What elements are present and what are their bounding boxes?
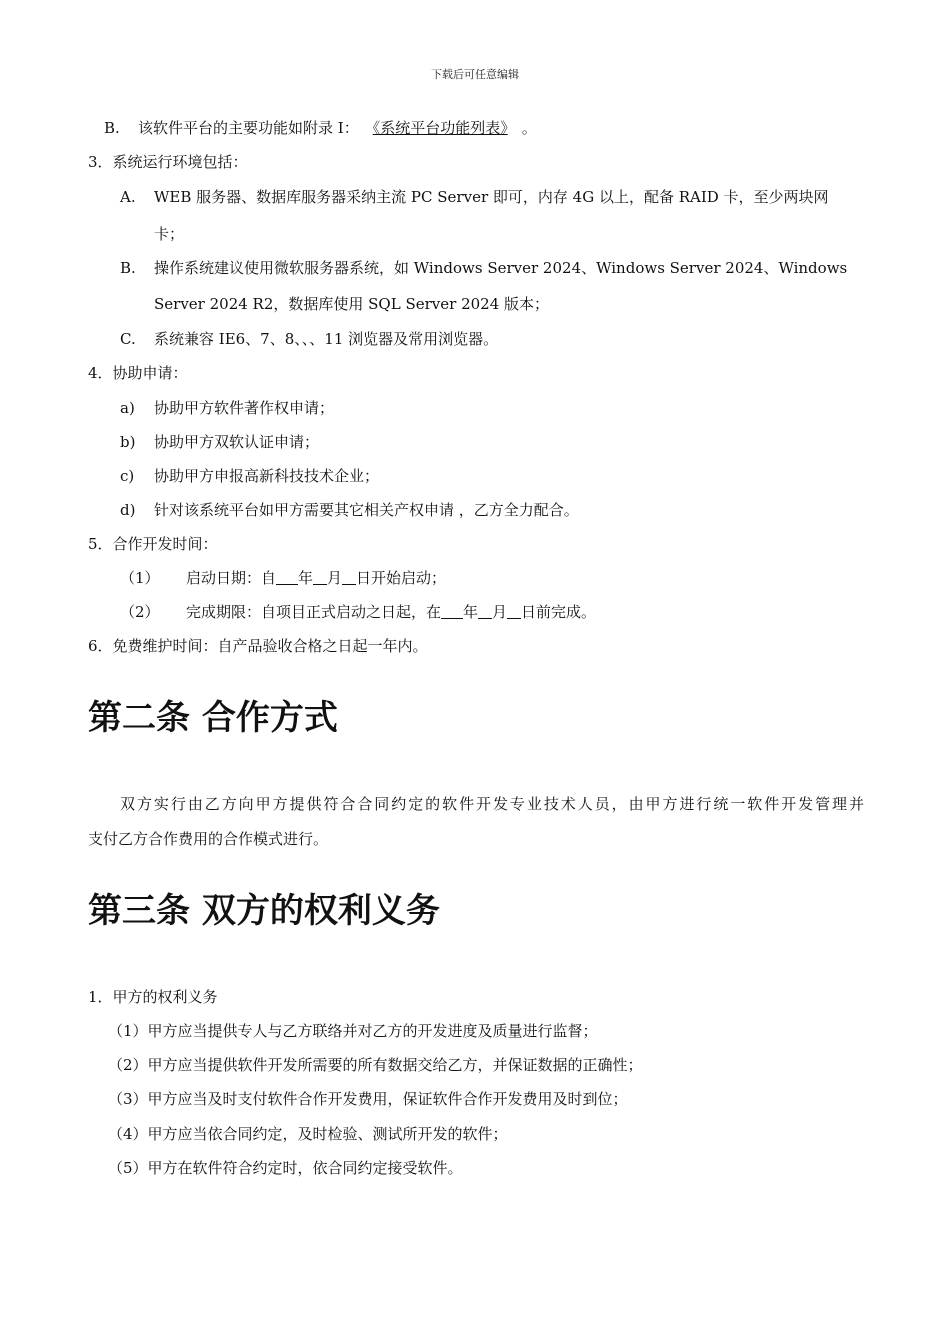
day-blank[interactable] xyxy=(342,569,356,585)
month-blank[interactable] xyxy=(478,603,492,619)
start-date-text: 启动日期：自 xyxy=(186,569,277,587)
item-label: b) xyxy=(120,433,136,451)
function-list-line xyxy=(104,118,537,138)
env-text: 系统兼容 IE6、7、8、、、11 浏览器及常用浏览器。 xyxy=(154,330,499,348)
assist-text: 协助甲方双软认证申请； xyxy=(154,433,320,451)
item-label: c) xyxy=(120,467,135,485)
assist-text: 针对该系统平台如甲方需要其它相关产权申请 ，乙方全力配合。 xyxy=(154,501,579,519)
year-label: 年 xyxy=(463,603,479,621)
article3-title: 第三条 双方的权利义务 xyxy=(88,891,440,931)
item-label: B. xyxy=(104,119,120,137)
year-blank[interactable] xyxy=(276,569,298,585)
party-a-duties-heading: 1．甲方的权利义务 xyxy=(88,988,218,1006)
dev-time-heading: 5．合作开发时间： xyxy=(88,535,218,553)
env-item-b xyxy=(120,258,864,278)
env-item-a xyxy=(120,187,864,207)
env-item-b-cont: Server 2024 R2，数据库使用 SQL Server 2024 版本； xyxy=(154,295,550,313)
month-label: 月 xyxy=(492,603,508,621)
item-label: （2） xyxy=(120,603,160,621)
deadline-end: 日前完成。 xyxy=(521,603,597,621)
assist-heading: 4．协助申请： xyxy=(88,364,188,382)
assist-item xyxy=(120,466,379,486)
assist-item xyxy=(120,500,579,520)
year-blank[interactable] xyxy=(441,603,463,619)
function-list-link[interactable]: 《系统平台功能列表》 xyxy=(372,119,508,137)
env-heading: 3．系统运行环境包括： xyxy=(88,153,248,171)
maintenance-line: 6．免费维护时间：自产品验收合格之日起一年内。 xyxy=(88,637,428,655)
function-text: 该软件平台的主要功能如附录 I： xyxy=(138,119,359,137)
page-header: 下载后可任意编辑 xyxy=(431,68,519,81)
function-end: 。 xyxy=(521,119,537,137)
deadline-text: 完成期限：自项目正式启动之日起，在 xyxy=(186,603,442,621)
duty-item: （4）甲方应当依合同约定，及时检验、测试所开发的软件； xyxy=(108,1125,508,1143)
env-item-a-cont: 卡； xyxy=(154,225,185,243)
month-label: 月 xyxy=(327,569,343,587)
item-label: a) xyxy=(120,399,135,417)
env-text: 操作系统建议使用微软服务器系统，如 Windows Server 2024、Windows Server 2024、Windows xyxy=(154,259,848,277)
duty-item: （3）甲方应当及时支付软件合作开发费用，保证软件合作开发费用及时到位； xyxy=(108,1090,628,1108)
assist-text: 协助甲方软件著作权申请； xyxy=(154,399,335,417)
item-label: C. xyxy=(120,330,136,348)
assist-item xyxy=(120,398,334,418)
env-text: WEB 服务器、数据库服务器采纳主流 PC Server 即可，内存 4G 以上，配备 RAID 卡，至少两块网 xyxy=(154,188,829,206)
item-label: B. xyxy=(120,259,136,277)
duty-item: （2）甲方应当提供软件开发所需要的所有数据交给乙方，并保证数据的正确性； xyxy=(108,1056,643,1074)
month-blank[interactable] xyxy=(313,569,327,585)
start-date-end: 日开始启动； xyxy=(356,569,447,587)
item-label: （1） xyxy=(120,569,160,587)
day-blank[interactable] xyxy=(507,603,521,619)
deadline-line xyxy=(120,602,596,622)
duty-item: （1）甲方应当提供专人与乙方联络并对乙方的开发进度及质量进行监督； xyxy=(108,1022,598,1040)
start-date-line xyxy=(120,568,446,588)
duty-item: （5）甲方在软件符合约定时，依合同约定接受软件。 xyxy=(108,1159,463,1177)
item-label: A. xyxy=(120,188,136,206)
assist-text: 协助甲方申报高新科技技术企业； xyxy=(154,467,380,485)
env-item-c xyxy=(120,329,498,349)
year-label: 年 xyxy=(298,569,314,587)
item-label: d) xyxy=(120,501,136,519)
article2-paragraph-line1: 双方实行由乙方向甲方提供符合合同约定的软件开发专业技术人员，由甲方进行统一软件开发管理并 xyxy=(120,795,864,813)
article2-paragraph-line2: 支付乙方合作费用的合作模式进行。 xyxy=(88,830,329,848)
assist-item xyxy=(120,432,319,452)
article2-title: 第二条 合作方式 xyxy=(88,698,338,738)
